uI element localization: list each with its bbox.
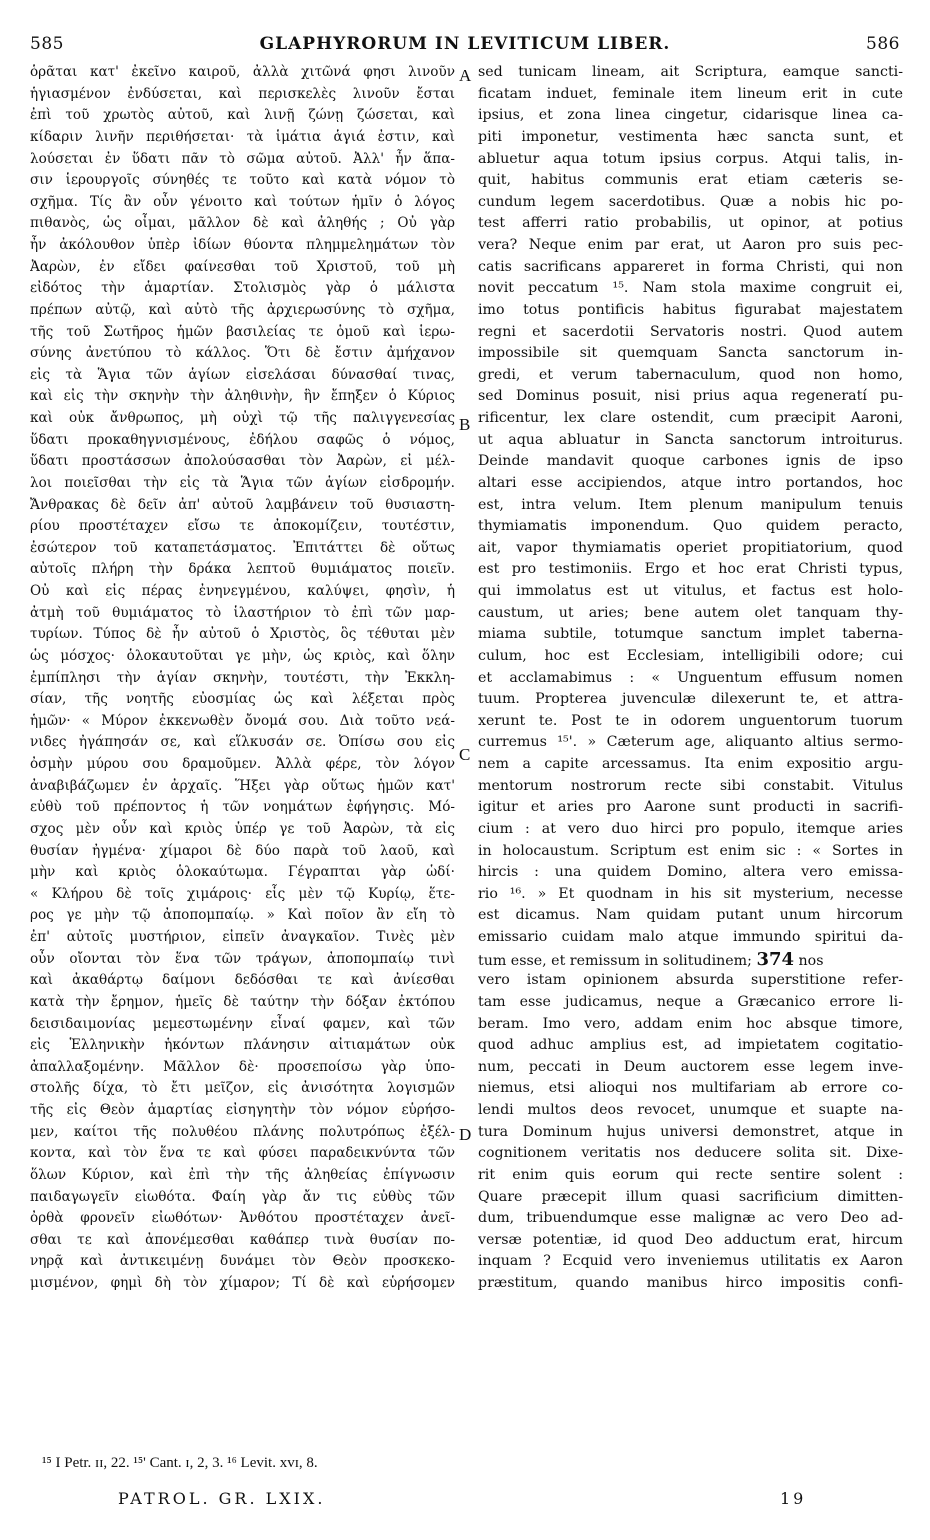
greek-text-line: λοι ποιεῖσθαι τὴν εἰς τὰ Ἅγια τῶν ἁγίων εἰσδρομήν. [30,474,455,491]
greek-text-line: ὡς μόσχος· ὁλοκαυτοῦται γε μὴν, ὡς κριὸς, καὶ ὅλην [30,647,455,664]
latin-text-line: Quare præcepit illum quasi sacrificium dimitten- [478,1188,903,1205]
latin-text-line: vero istam opinionem absurda superstitione refer- [478,972,903,989]
latin-text-line: est pro testimoniis. Ergo et hoc erat Christi typus, [478,561,903,578]
latin-text-line: lendi multos deos revocet, unumque et suapte na- [478,1102,903,1118]
greek-text-line: τυρίων. Τύπος δὲ ἦν αὐτοῦ ὁ Χριστὸς, ὃς τέθυται μὲν [30,626,455,643]
latin-text-line: piti imponetur, vestimenta hæc sancta sunt, et [478,128,903,145]
latin-text-line: abluetur aqua totum ipsius corpus. Atqui talis, in- [478,150,903,167]
latin-text-line: hircis : una quidem Domino, altera vero emissa- [478,864,903,881]
page-number-left: 585 [30,34,64,54]
latin-text-line: tuum. Propterea juvenculæ dilexerunt te, et attra- [478,691,903,708]
latin-text-line: xerunt te. Post te in odorem unguentorum tuorum [478,712,903,729]
latin-text-line: altari esse accipiendos, atque intro portandos, hoc [478,474,903,491]
greek-text-line: οὖν οἴονται τὸν ἕνα τῶν τράγων, ἀποπομπαίῳ τινὶ [30,950,455,967]
page-header [30,34,900,56]
latin-text-line: ipsius, et zona linea cingetur, cidarisque linea ca- [478,107,903,124]
latin-text-line: novit peccatum ¹⁵. Nam stola maxime congruit ei, [478,280,903,297]
latin-text-line: quod adhuc amplius est, ad impietatem cogitatio- [478,1037,903,1054]
greek-text-line: καὶ εἰς τὴν σκηνὴν τὴν ἀληθινὴν, ἣν ἔπηξεν ὁ Κύριος [30,388,455,405]
latin-text-line: culum, hoc est Ecclesiam, intelligibili odore; cui [478,647,903,664]
latin-text-line: impossibile sit quemquam Sancta sanctorum in- [478,345,903,362]
latin-text-line [478,949,903,971]
latin-text-line: miama subtile, totumque sanctum implet taberna- [478,626,903,643]
margin-letter-d: D [459,1125,472,1144]
latin-text-line: num, peccati in Deum auctorem esse legem inve- [478,1058,903,1075]
latin-text-line: qui immolatus est ut vitulus, et factus est holo- [478,583,903,599]
footnotes: ¹⁵ I Petr. ɪɪ, 22. ¹⁵' Cant. ɪ, 2, 3. ¹⁶ Levit. xvɪ, 8. [42,1455,318,1471]
greek-text-line: ρίου προστέταχεν εἴσω τε ἀποκομίζειν, τουτέστιν, [30,518,455,535]
greek-text-line: Ἄνθρακας δὲ δεῖν ἀπ' αὐτοῦ λαμβάνειν τοῦ θυσιαστη- [30,496,455,513]
latin-text-line: cognitionem veritatis nos deducere solita sit. Dixe- [478,1145,903,1162]
greek-text-line: ἀναβιβάζωμεν ἐν ἀρχαῖς. Ἥξει γὰρ οὕτως ἡμῶν κατ' [30,777,455,794]
latin-text-line: dum, tribuendumque esse malignæ ac vero Deo ad- [478,1210,903,1227]
latin-text-line: vera? Neque enim par erat, ut Aaron pro suis pec- [478,237,903,253]
greek-text-line: κίδαριν λινῆν περιθήσεται· τὰ ἱμάτια ἁγιά ἐστιν, καὶ [30,128,455,145]
latin-text-line: thymiamatis imponendum. Quo quidem peracto, [478,518,903,535]
greek-text-line: ἦν ἀκόλουθον ὑπὲρ ἰδίων θύοντα πλημμελημάτων τὸν [30,237,455,253]
latin-text-line: mentorum nostrorum recte sibi constabit. Vitulus [478,777,903,794]
latin-text-line: emissario cuidam malo atque immundo spiritui da- [478,929,903,945]
latin-column [478,62,903,1295]
latin-text-line: præstitum, quando manibus hirco impositis confi- [478,1275,903,1291]
greek-text-line: σιν ἱερουργοῖς σύνηθές τε τοῦτο καὶ κατὰ νόμον τὸ [30,172,455,189]
latin-text-line: cundum legem sacerdotibus. Quæ a nobis hic po- [478,193,903,210]
latin-text-line: rificentur, lex clare ostendit, cum præcipit Aaroni, [478,410,903,426]
greek-text-line: σχῆμα. Τίς ἂν οὖν γένοιτο καὶ τούτων ἡμῖν ὁ λόγος [30,193,455,210]
margin-letter-b: B [459,415,471,434]
greek-text-line: ἐπὶ τοῦ χρωτὸς αὐτοῦ, καὶ λινῇ ζώνῃ ζώσεται, καὶ [30,107,455,124]
greek-text-line: ὕδατι προκαθηγνισμένους, ἐδήλου σαφῶς ὁ νόμος, [30,431,455,448]
latin-text-line: rit enim quis eorum qui recte sentire solent : [478,1166,903,1183]
greek-text-line: « Κλήρου δὲ τοῖς χιμάροις· εἷς μὲν τῷ Κυρίῳ, ἕτε- [30,885,455,902]
greek-text-line: ἐπ' αὐτοῖς μυστήριον, εἰπεῖν ἀναγκαῖον. Τινὲς μὲν [30,929,455,945]
page-number-right: 586 [866,34,900,54]
greek-text-line: μὴν καὶ κριὸς ὁλοκαύτωμα. Γέγραπται γὰρ ὡδί· [30,864,455,881]
latin-text-line: versæ potentiæ, id quod Deo adductum erat, hircum [478,1231,903,1248]
latin-text-line: et acclamabimus : « Unguentum effusum nomen [478,669,903,686]
greek-text-line: μεν, καίτοι τῆς πολυθέου πλάνης πολυτρόπως ἐξέλ- [30,1123,455,1140]
greek-text-line: ὁρᾶται κατ' ἐκεῖνο καιροῦ, ἀλλὰ χιτῶνά φησι λινοῦν [30,64,455,80]
latin-text-line: cium : at vero duo hirci pro populo, itemque aries [478,820,903,837]
margin-letter-c: C [459,745,471,764]
volume-signature: PATROL. GR. LXIX. [118,1489,326,1508]
latin-text-line: regni et sacerdotii Servatoris nostri. Quod autem [478,323,903,340]
latin-text-line: caustum, ut aries; bene autem olet tanquam thy- [478,604,903,621]
greek-text-line: σθαι τε καὶ ἀπονέμεσθαι καθάπερ τινὰ θυσίαν πο- [30,1231,455,1248]
greek-text-line: δεισιδαιμονίας μεμεστωμένην εἶναί φαμεν, καὶ τῶν [30,1015,455,1032]
greek-text-line: τῆς εἰς Θεὸν ἁμαρτίας εἰσηγητὴν τὸν νόμον εὑρήσο- [30,1102,455,1118]
latin-text-line: niemus, etsi alioqui nos multifariam ab errore co- [478,1080,903,1097]
running-title: GLAPHYRORUM IN LEVITICUM LIBER. [259,34,671,54]
latin-text-line: inquam ? Ecquid vero inveniemus utilitatis ex Aaron [478,1253,903,1270]
greek-text-line: ὅλων Κύριον, καὶ ἐπὶ τὴν τῆς ἀληθείας ἐπίγνωσιν [30,1166,455,1183]
latin-text-line: sed Dominus posuit, nisi prius aqua regeneratí pu- [478,388,903,405]
greek-text-line: νηρᾷ καὶ ἀντικειμένῃ δυνάμει τὸν Θεὸν προσκεκο- [30,1253,455,1270]
greek-text-line: Οὐ καὶ εἰς πέρας ἐνηνεγμένου, καλύψει, φησὶν, ἡ [30,583,455,599]
latin-text-line: gredi, et verum tabernaculum, quod non homo, [478,366,903,383]
greek-text-line: κοντα, καὶ τὸν ἕνα τε καὶ φύσει παραδεικνύντα τῶν [30,1145,455,1162]
latin-text-line: ait, vapor thymiamatis operiet propitiatorium, quod [478,539,903,556]
latin-text-fragment: tum esse, et remissum in solitudinem; [478,952,752,969]
greek-text-line: στολῆς δίχα, τὸ ἔτι μεῖζον, εἰς ἀνισότητα λογισμῶν [30,1080,455,1097]
greek-text-line: ὀσμὴν μύρου σου δραμοῦμεν. Ἀλλὰ φέρε, τὸν λόγον [30,756,455,772]
latin-text-line: ut aqua abluatur in Sancta sanctorum introiturus. [478,431,903,448]
greek-text-line: τῆς τοῦ Σωτῆρος ἡμῶν βασιλείας τε ὁμοῦ καὶ ἱερω- [30,323,455,340]
latin-text-line: est dicamus. Nam quidam putant unum hircorum [478,907,903,924]
greek-text-line: ἐσώτερον τοῦ καταπετάσματος. Ἐπιτάττει δὲ οὕτως [30,539,455,556]
greek-text-line: πιθανὸς, ὡς οἶμαι, μᾶλλον δὲ καὶ ἀληθής ; Οὐ γὰρ [30,215,455,232]
greek-text-line: καὶ οὐκ ἄνθρωπος, μὴ οὐχὶ τῷ τῆς παλιγγενεσίας [30,410,455,426]
greek-text-line: εἰς Ἑλληνικὴν ἡκόντων πλάνησιν αἰτιαμάτων οὐκ [30,1037,455,1054]
greek-text-line: εὐθὺ τοῦ πρέποντος ἡ τῶν νοημάτων ἐφήγησις. Μό- [30,799,455,816]
latin-text-line: in holocaustum. Scriptum est enim sic : « Sortes in [478,842,903,859]
latin-text-line: igitur et aries pro Aarone sunt producti in sacrifi- [478,799,903,816]
greek-text-line: εἰδότος τὴν ἁμαρτίαν. Στολισμὸς γὰρ ὁ μάλιστα [30,280,455,297]
greek-text-line: σχος μὲν οὖν καὶ κριὸς ὑπέρ γε τοῦ Ἀαρὼν, τὰ εἰς [30,820,455,837]
latin-text-line: catis sacrificans appareret in forma Christi, qui non [478,258,903,275]
greek-text-line: ἡμῶν· « Μύρον ἐκκενωθὲν ὄνομά σου. Διὰ τοῦτο νεά- [30,712,455,729]
latin-text-line: tam esse judicamus, neque a Græcanico errore li- [478,993,903,1010]
greek-text-line: καὶ ἀκαθάρτῳ δαίμονι δεδόσθαι τε καὶ ἀνίεσθαι [30,972,455,989]
greek-text-line: ρος γε μὴν τῷ ἀποπομπαίῳ. » Καὶ ποῖον ἂν εἴη τὸ [30,907,455,924]
greek-text-line: αὐτοῖς πλήρη τὴν δράκα λεπτοῦ θυμιάματος ποιεῖν. [30,561,455,578]
greek-text-line: κατὰ τὴν ἔρημον, ἡμεῖς δὲ ταύτην τὴν δόξαν ἐκτόπου [30,993,455,1010]
gathering-number: 19 [780,1489,807,1508]
greek-text-line: ἡγιασμένον ἐνδύσεται, καὶ περισκελὲς λινοῦν ἔσται [30,85,455,102]
greek-text-line: πρέπων αὐτῷ, καὶ αὐτὸ τῆς ἀρχιερωσύνης τὸ σχῆμα, [30,301,455,318]
latin-text-line: tura Dominum hujus universi demonstret, atque in [478,1123,903,1140]
latin-text-fragment: nos [794,952,824,969]
latin-text-line: est, intra velum. Item plenum manipulum tenuis [478,496,903,513]
column-number: 374 [756,948,795,970]
greek-text-line: ἀπαλλαξομένην. Μᾶλλον δὲ· προσεποίσω γὰρ ὑπο- [30,1058,455,1075]
greek-text-line: Ἀαρὼν, ἐν εἴδει φαίνεσθαι τοῦ Χριστοῦ, τοῦ μὴ [30,258,455,275]
greek-text-line: σύνης ἀνετύπου τὸ κάλλος. Ὅτι δὲ ἔστιν ἀμήχανον [30,345,455,362]
latin-text-line: ficatam induet, feminale item lineum erit in cute [478,85,903,102]
latin-text-line: rio ¹⁶. » Et quodnam in his sit mysterium, necesse [478,885,903,902]
greek-column [30,62,455,1295]
greek-text-line: ὀρθὰ φρονεῖν εἰωθότων· Ἀνθότου προστέταχεν ἀνεῖ- [30,1210,455,1227]
greek-text-line: λούσεται ἐν ὕδατι πᾶν τὸ σῶμα αὐτοῦ. Ἀλλ' ἦν ἅπα- [30,150,455,167]
greek-text-line: θυσίαν ἠγμένα· χίμαροι δὲ δύο παρὰ τοῦ λαοῦ, καὶ [30,842,455,859]
latin-text-line: test afferri ratio probabilis, ut opinor, at potius [478,215,903,232]
greek-text-line: ἐμπίπλησι τὴν ἁγίαν σκηνὴν, τουτέστι, τὴν Ἐκκλη- [30,669,455,686]
latin-text-line: Deinde mandavit quoque carbones ignis de ipso [478,453,903,470]
latin-text-line: beram. Imo vero, addam enim hoc absque timore, [478,1015,903,1032]
latin-text-line: nem a capite arcessamus. Ita enim expositio argu- [478,756,903,772]
margin-letter-a: A [459,66,472,85]
latin-text-line: curremus ¹⁵'. » Cæterum age, aliquanto altius sermo- [478,734,903,751]
latin-text-line: imo totus pontificis habitus figurabat majestatem [478,301,903,318]
greek-text-line: σίαν, τῆς νοητῆς εὐοσμίας ὡς καὶ λέξεται πρὸς [30,691,455,708]
latin-text-line: quit, habitus communis erat etiam cæteris se- [478,172,903,189]
greek-text-line: μισμένον, φημὶ δὴ τὸν χίμαρον; Τί δὲ καὶ εὑρήσομεν [30,1275,455,1291]
greek-text-line: εἰς τὰ Ἅγια τῶν ἁγίων εἰσελάσαι δύνασθαί τινας, [30,366,455,383]
greek-text-line: ὕδατι προστάσσων ἀπολούσασθαι τὸν Ἀαρὼν, εἰ μέλ- [30,453,455,470]
greek-text-line: νιδες ἠγάπησάν σε, καὶ εἵλκυσάν σε. Ὀπίσω σου εἰς [30,734,455,751]
latin-text-line: sed tunicam lineam, ait Scriptura, eamque sancti- [478,64,903,80]
greek-text-line: παιδαγωγεῖν εἰωθότα. Φαίη γὰρ ἄν τις εὐθὺς τῶν [30,1188,455,1205]
greek-text-line: ἀτμὴ τοῦ θυμιάματος τὸ ἱλαστήριον τὸ ἐπὶ τῶν μαρ- [30,604,455,621]
